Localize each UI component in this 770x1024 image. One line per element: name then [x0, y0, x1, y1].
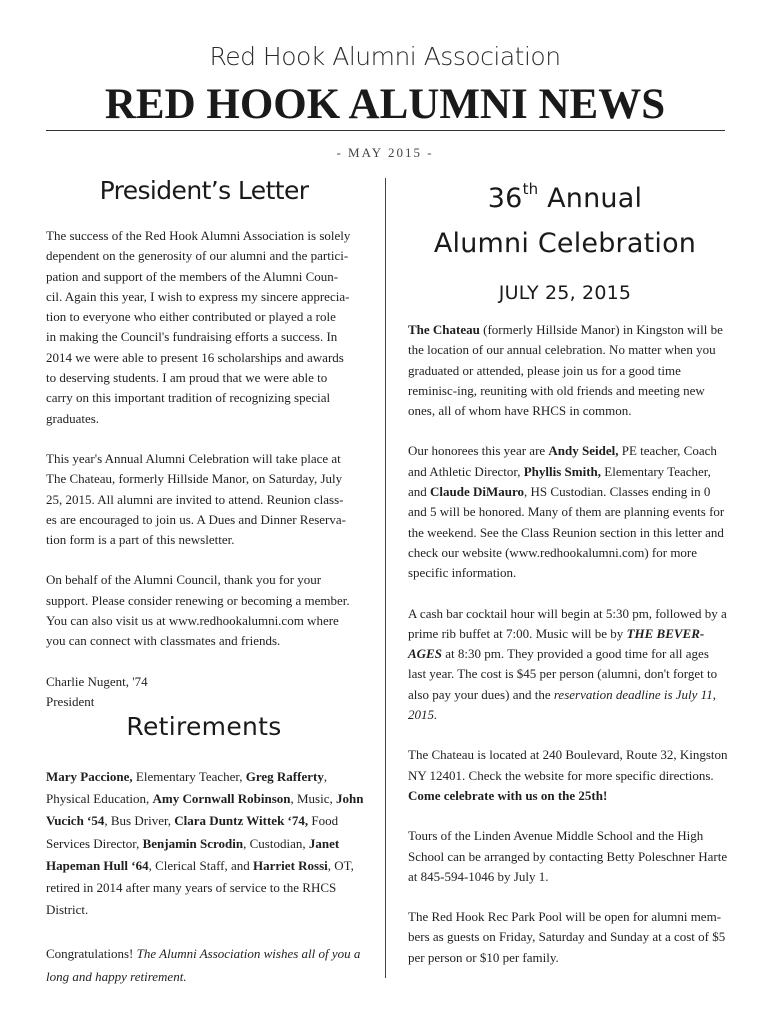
newsletter-title: RED HOOK ALUMNI NEWS [104, 81, 666, 128]
letter-paragraph-2: This year's Annual Alumni Celebration will take place at The Chateau, formerly Hillside Manor, on Saturday, July 25, 2015. All alumni are invited to attend. Reunion class- es are encouraged to join us. A Dues and Dinner Reserva- tion form is a part of this newsletter. [46, 450, 346, 548]
organization-name: Red Hook Alumni Association [209, 42, 561, 71]
issue-date: - MAY 2015 - [336, 145, 434, 160]
celebration-body [408, 320, 728, 988]
celebration-title: 36th Annual Alumni Celebration [433, 180, 697, 259]
letter-paragraph-1: The success of the Red Hook Alumni Association is solely dependent on the generosity of our alumni and the partici- pation and support of the members of the Alumni Coun- cil. Again this year, I wish to express my sincere apprecia- tion to everyone who either contributed or played a role in making the Council's fundraising efforts a success. In 2014 we were able to present 16 scholarships and awards to deserving students. I am proud that we were able to carry on this important tradition of recognizing special graduates. [46, 228, 351, 426]
celebration-paragraph-6: The Red Hook Rec Park Pool will be open for alumni mem-bers as guests on Friday, Saturday and Sunday at a cost of $5 per person or $10 per family. [408, 909, 726, 965]
letter-signature [46, 672, 366, 713]
letter-paragraph-3: On behalf of the Alumni Council, thank you for your support. Please consider renewing or becoming a member. You can also visit us at www.redhookalumni.com where you can connect with classmates and friends. [46, 572, 350, 649]
celebration-paragraph-4: The Chateau is located at 240 Boulevard, Route 32, Kingston NY 12401. Check the website for more specific directions. Come celebrate with us on the 25th! [408, 747, 728, 803]
celebration-date: JULY 25, 2015 [498, 282, 632, 304]
column-divider [385, 178, 386, 978]
retirements-list: Mary Paccione, Elementary Teacher, Greg Rafferty, Physical Education, Amy Cornwall Robinson, Music, John Vucich ‘54, Bus Driver, Clara Duntz Wittek ‘74, Food Services Director, Benjamin Scrodin, Custodian, Janet Hapeman Hull ‘64, Clerical Staff, and Harriet Rossi, OT, retired in 2014 after many years of service to the RHCS District. [46, 769, 364, 918]
celebration-paragraph-1: The Chateau (formerly Hillside Manor) in Kingston will be the location of our annual celebration. No matter when you graduated or attended, please join us for a good time reminisc-ing, reuniting with old friends and meeting new ones, all of whom have RHCS in common. [408, 322, 723, 419]
signature-name: Charlie Nugent, '74 [46, 673, 148, 689]
presidents-letter-body [46, 226, 366, 732]
celebration-paragraph-3: A cash bar cocktail hour will begin at 5:30 pm, followed by a prime rib buffet at 7:00. Music will be by THE BEVER-AGES at 8:30 pm. They provided a good time for all ages last year. The cost is $45 per person (alumni, don't forget to also pay your dues) and the reservation deadline is July 11, 2015. [408, 605, 727, 723]
retirements-title: Retirements [126, 712, 282, 741]
retirements-congratulations: Congratulations! The Alumni Association wishes all of you a long and happy retirement. [46, 946, 361, 984]
celebration-paragraph-5: Tours of the Linden Avenue Middle School and the High School can be arranged by contacting Betty Poleschner Harte at 845-594-1046 by July 1. [408, 828, 728, 884]
signature-title: President [46, 693, 95, 709]
celebration-paragraph-2: Our honorees this year are Andy Seidel, PE teacher, Coach and Athletic Director, Phyllis Smith, Elementary Teacher, and Claude DiMauro, HS Custodian. Classes ending in 0 and 5 will be honored. Many of them are planning events for the weekend. See the Class Reunion section in this letter and check our website (www.redhookalumni.com) for more specific information. [408, 443, 725, 581]
presidents-letter-title: President’s Letter [99, 176, 309, 205]
title-rule [46, 130, 725, 131]
retirements-body [46, 766, 364, 1008]
